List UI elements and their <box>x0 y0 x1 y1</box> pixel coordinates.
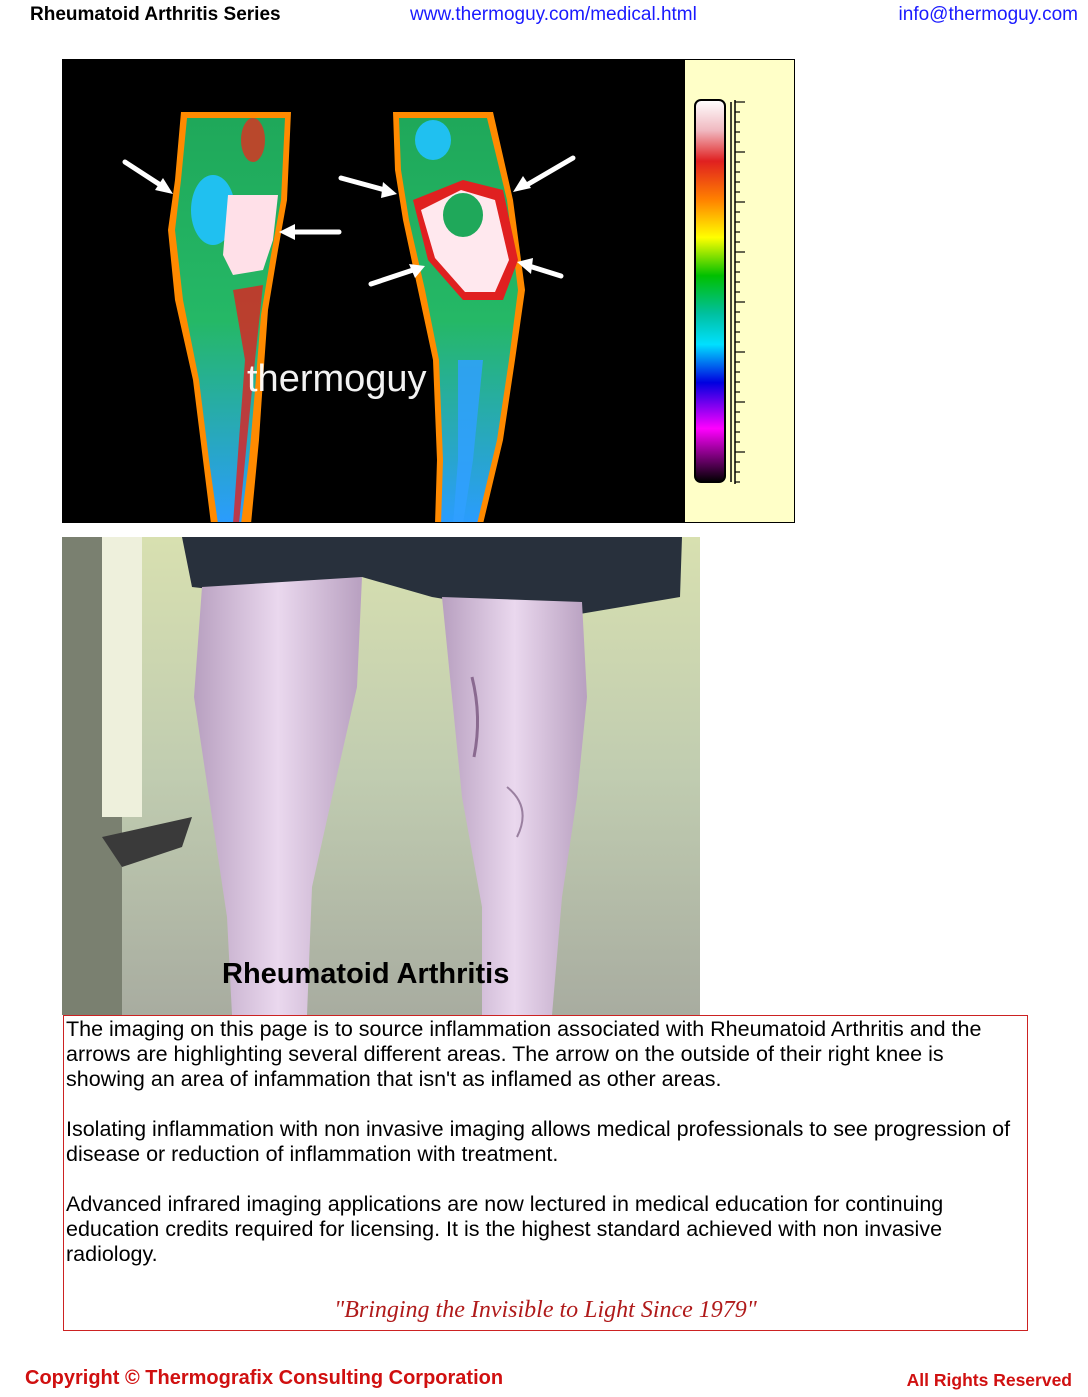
footer-rights: All Rights Reserved <box>906 1370 1072 1390</box>
photo-caption: Rheumatoid Arthritis <box>222 958 510 990</box>
paragraph-2: Isolating inflammation with non invasive imaging allows medical professionals to see progression of disease or reduction of inflammation with treatment. <box>66 1117 1011 1166</box>
header-email-link[interactable]: info@thermoguy.com <box>898 4 1078 25</box>
paragraph-3: Advanced infrared imaging applications are now lectured in medical education for continuing education credits required for licensing. It is the highest standard achieved with non invasive radiology. <box>66 1192 944 1266</box>
thermal-image <box>62 59 795 523</box>
color-scale-bar <box>695 100 725 482</box>
description-box <box>63 1015 1028 1331</box>
slogan: "Bringing the Invisible to Light Since 1979" <box>334 1297 757 1323</box>
thermal-watermark: thermoguy <box>247 358 427 400</box>
footer-copyright: Copyright © Thermografix Consulting Corporation <box>25 1367 504 1389</box>
header-title: Rheumatoid Arthritis Series <box>30 4 281 25</box>
header-url-link[interactable]: www.thermoguy.com/medical.html <box>410 4 697 25</box>
paragraph-1: The imaging on this page is to source inflammation associated with Rheumatoid Arthritis and the arrows are highlighting several different areas. The arrow on the outside of their right knee is showing an area of infammation that isn't as inflamed as other areas. <box>66 1017 982 1091</box>
visual-photo <box>62 537 700 1015</box>
